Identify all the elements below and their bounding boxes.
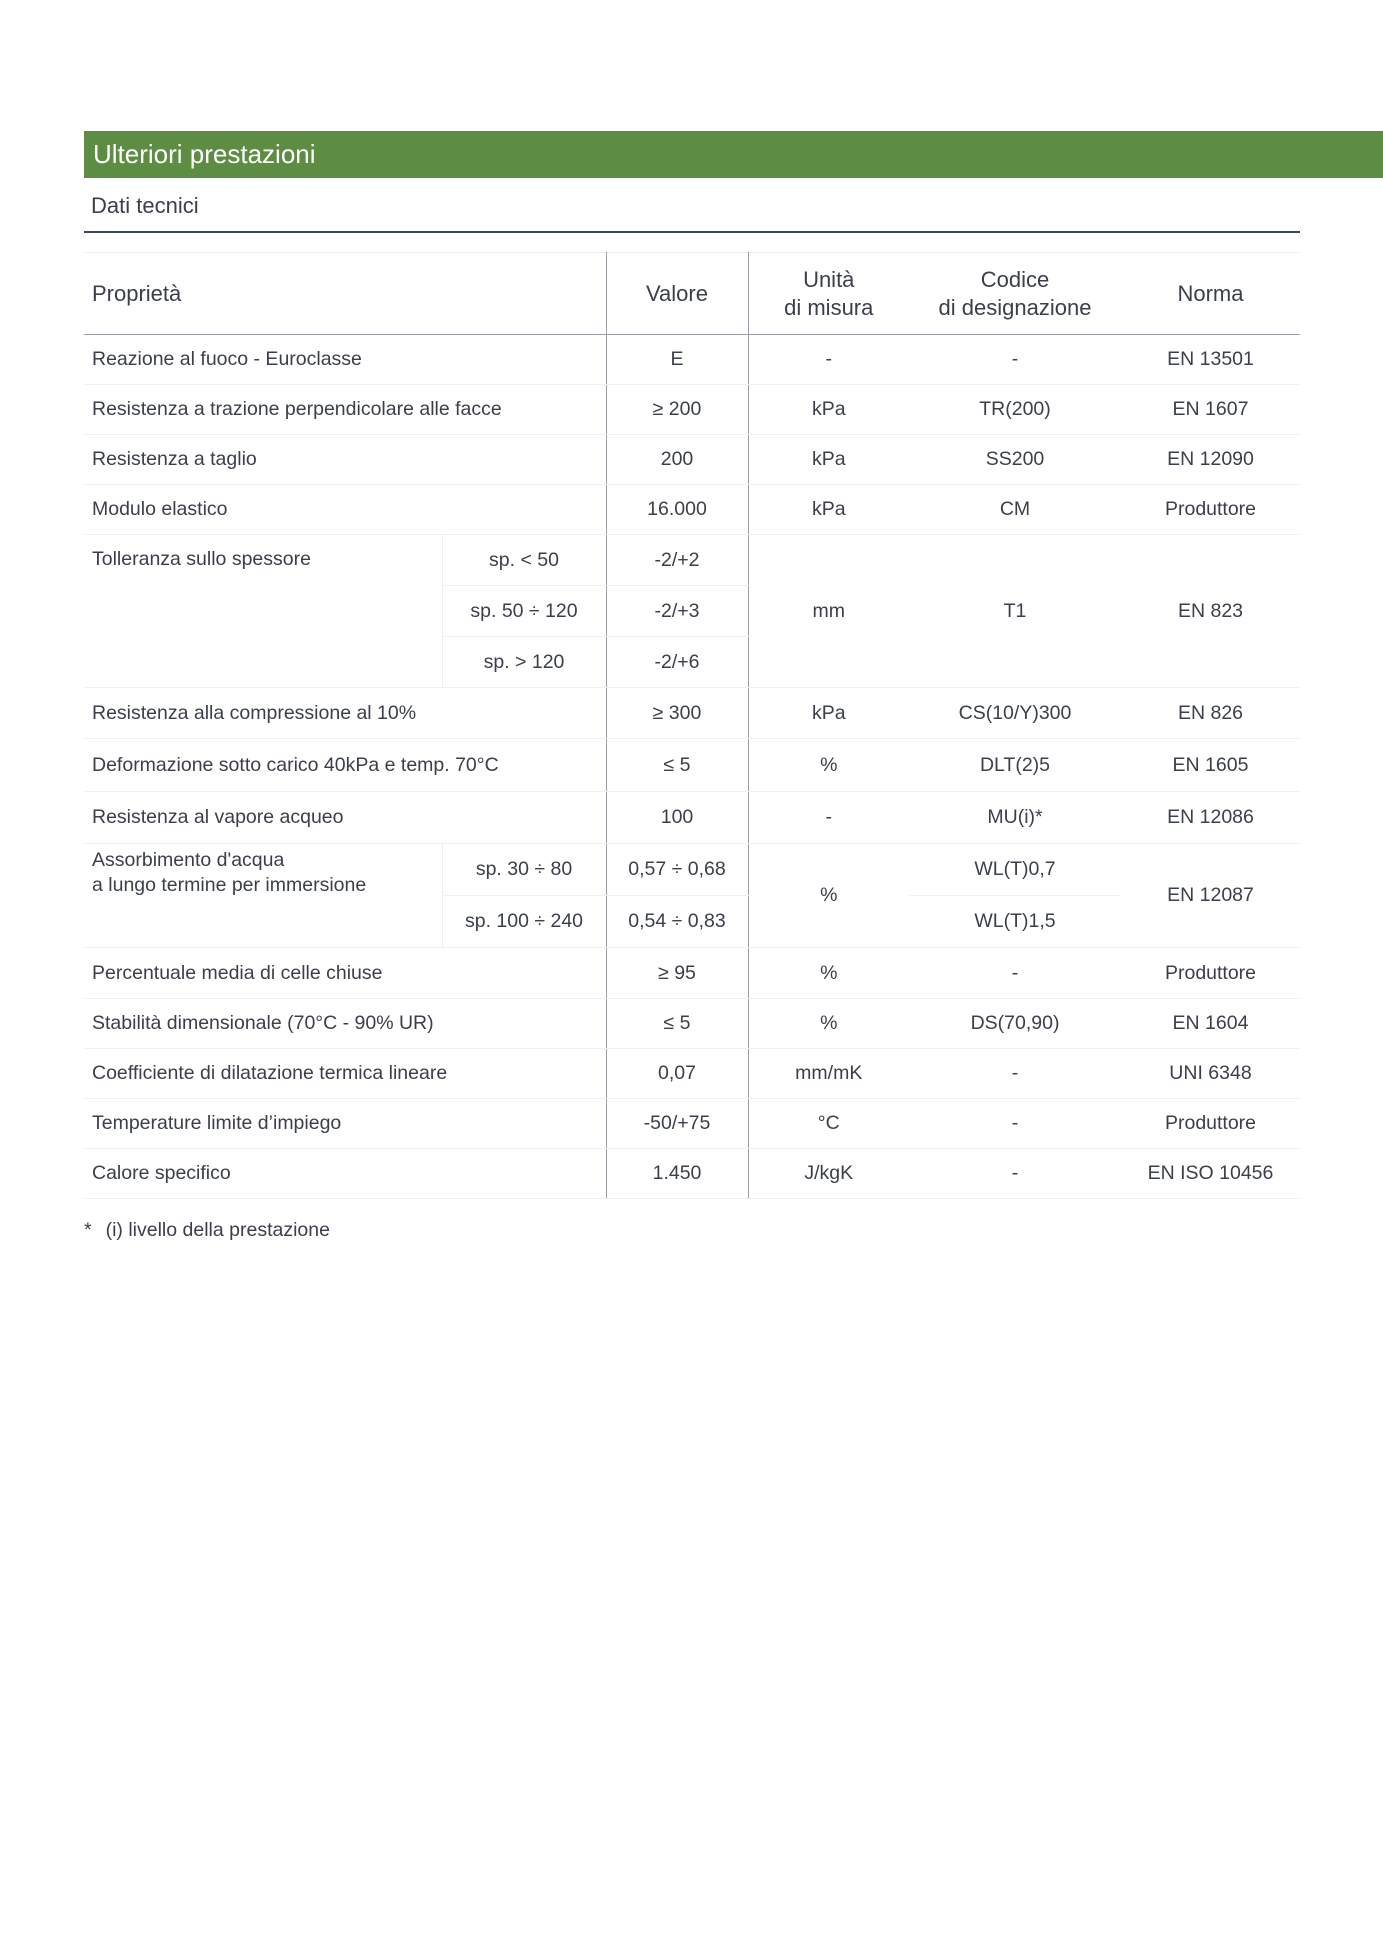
table-row: Reazione al fuoco - Euroclasse E - - EN 13501 <box>84 335 1300 385</box>
header-unit: Unità di misura <box>748 253 909 335</box>
header-code: Codice di designazione <box>909 253 1121 335</box>
table-row: Calore specifico 1.450 J/kgK - EN ISO 10456 <box>84 1149 1300 1199</box>
table-row: Modulo elastico 16.000 kPa CM Produttore <box>84 485 1300 535</box>
table-row-thickness: Tolleranza sullo spessore sp. < 50 -2/+2 mm T1 EN 823 <box>84 535 1300 586</box>
section-title-banner <box>84 131 1383 178</box>
table-row: Resistenza alla compressione al 10% ≥ 300 kPa CS(10/Y)300 EN 826 <box>84 688 1300 739</box>
table-row-absorption: Assorbimento d'acqua a lungo termine per immersione sp. 30 ÷ 80 0,57 ÷ 0,68 % WL(T)0,7 EN 12087 <box>84 844 1300 896</box>
thickness-property: Tolleranza sullo spessore <box>84 535 442 688</box>
table-row: Stabilità dimensionale (70°C - 90% UR) ≤ 5 % DS(70,90) EN 1604 <box>84 999 1300 1049</box>
section-title: Ulteriori prestazioni <box>93 139 316 169</box>
technical-data-table <box>84 252 1300 1199</box>
header-norm: Norma <box>1121 253 1300 335</box>
table-row-thickness: sp. 50 ÷ 120 -2/+3 <box>84 586 1300 637</box>
table-row-absorption: sp. 100 ÷ 240 0,54 ÷ 0,83 WL(T)1,5 <box>84 896 1300 948</box>
footnote <box>84 1219 330 1242</box>
header-value: Valore <box>606 253 748 335</box>
table-row: Coefficiente di dilatazione termica lineare 0,07 mm/mK - UNI 6348 <box>84 1049 1300 1099</box>
table-row: Resistenza a taglio 200 kPa SS200 EN 12090 <box>84 435 1300 485</box>
table-row: Resistenza a trazione perpendicolare alle facce ≥ 200 kPa TR(200) EN 1607 <box>84 385 1300 435</box>
table-row: Deformazione sotto carico 40kPa e temp. 70°C ≤ 5 % DLT(2)5 EN 1605 <box>84 739 1300 792</box>
absorption-property: Assorbimento d'acqua a lungo termine per immersione <box>84 844 442 948</box>
subtitle-divider <box>84 231 1300 233</box>
table-row-thickness: sp. > 120 -2/+6 <box>84 637 1300 688</box>
header-property: Proprietà <box>84 253 606 335</box>
table-row: Percentuale media di celle chiuse ≥ 95 % - Produttore <box>84 948 1300 999</box>
section-subtitle: Dati tecnici <box>91 193 199 218</box>
table-row: Resistenza al vapore acqueo 100 - MU(i)* EN 12086 <box>84 792 1300 844</box>
table-header-row <box>84 253 1300 335</box>
footnote-text: (i) livello della prestazione <box>105 1219 330 1241</box>
table-row: Temperature limite d’impiego -50/+75 °C - Produttore <box>84 1099 1300 1149</box>
footnote-marker: * <box>84 1219 92 1241</box>
